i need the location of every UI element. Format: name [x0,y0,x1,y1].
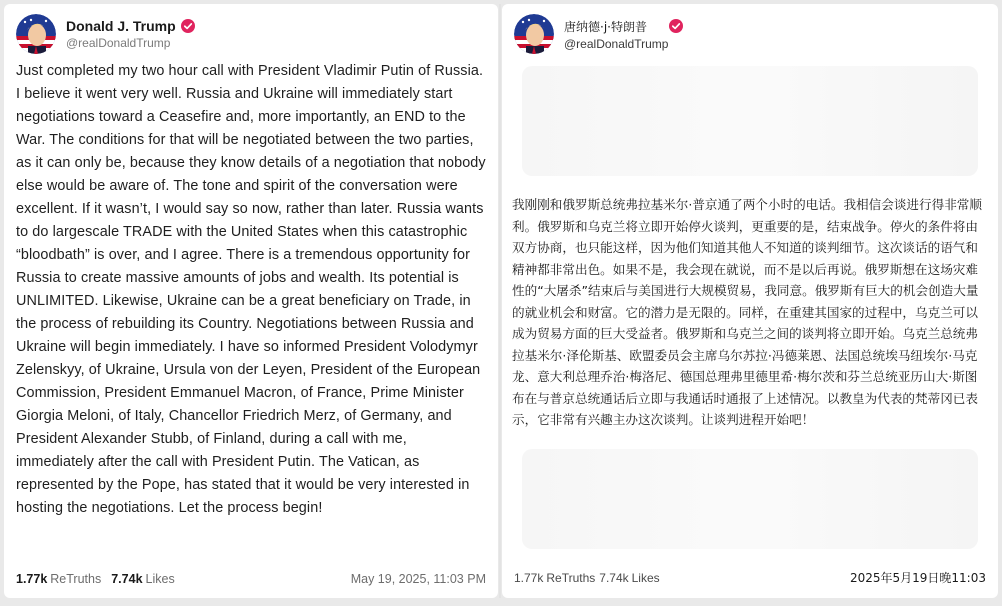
verified-badge-icon [181,19,195,33]
panel-divider [499,4,501,598]
likes-label[interactable]: Likes [145,572,175,586]
verified-badge-icon [669,19,683,33]
post-footer [514,569,986,586]
post-header [16,14,195,54]
avatar[interactable] [514,14,554,54]
display-name[interactable]: 唐纳德·j·特朗普 [564,19,647,34]
likes-label[interactable]: Likes [631,570,660,585]
handle[interactable]: @realDonaldTrump [564,36,669,51]
post-body-text: 我刚刚和俄罗斯总统弗拉基米尔·普京通了两个小时的电话。我相信会谈进行得非常顺利。俄罗斯和乌克兰将立即开始停火谈判，更重要的是，结束战争。停火的条件将由双方协商，也只能这样，因为他们知道其他人不知道的谈判细节。这次谈话的语气和精神都非常出色。如果不是，我会现在就说，而不是以后再说。俄罗斯想在这场灾难性的“大屠杀”结束后与美国进行大规模贸易，我同意。俄罗斯有巨大的机会创造大量的就业机会和财富。它的潜力是无限的。同样，在重建其国家的过程中，乌克兰可以成为贸易方面的巨大受益者。俄罗斯和乌克兰之间的谈判将立即开始。乌克兰总统弗拉基米尔·泽伦斯基、欧盟委员会主席乌尔苏拉·冯德莱恩、法国总统埃马纽埃尔·马克龙、意大利总理乔治·梅洛尼、德国总理弗里德里希·梅尔茨和芬兰总统亚历山大·斯图布在与普京总统通话后立即与我通话时通报了上述情况。以教皇为代表的梵蒂冈已表示，它非常有兴趣主办这次谈判。让谈判进程开始吧！ [512,197,982,427]
handle[interactable]: @realDonaldTrump [66,36,171,50]
post-body-text: Just completed my two hour call with President Vladimir Putin of Russia. I believe it went very well. Russia and Ukraine will immediately start negotiations toward a Ceasefire and, more importantly, an END to the War. The conditions for that will be negotiated between the two parties, as it can only be, because they know details of a negotiation that nobody else would be aware of. The tone and spirit of the conversation were excellent. If it wasn’t, I would say so now, rather than later. Russia wants to do largescale TRADE with the United States when this catastrophic “bloodbath” is over, and I agree. There is a tremendous opportunity for Russia to create massive amounts of jobs and wealth. Its potential is UNLIMITED. Likewise, Ukraine can be a great beneficiary on Trade, in the process of rebuilding its Country. Negotiations between Russia and Ukraine will begin immediately. I have so informed President Volodymyr Zelenskyy, of Ukraine, Ursula von der Leyen, President of the European Commission, President Emmanuel Macron, of France, Prime Minister Giorgia Meloni, of Italy, Chancellor Friedrich Merz, of Germany, and President Alexander Stubb, of Finland, during a call with me, immediately after the call with President Putin. The Vatican, as represented by the Pope, has stated that it would be very interested in hosting the negotiations. Let the process begin! [16,63,486,516]
retruths-label[interactable]: ReTruths [50,572,102,586]
post-footer [16,572,486,586]
retruths-label[interactable]: ReTruths [546,570,596,585]
display-name[interactable]: Donald J. Trump [66,18,176,34]
post-timestamp[interactable]: May 19, 2025, 11:03 PM [350,572,486,586]
engagement-stats [16,572,185,586]
avatar[interactable] [16,14,56,54]
engagement-stats [514,571,664,585]
post-timestamp[interactable]: 2025年5月19日晚11:03 [849,571,986,585]
chinese-post-card [502,4,998,598]
likes-count[interactable]: 7.74k [111,572,143,586]
post-header [514,14,683,54]
english-post-card [4,4,498,598]
retruths-count[interactable]: 1.77k [514,570,544,585]
likes-count[interactable]: 7.74k [599,570,629,585]
blurred-region [522,449,978,549]
blurred-region [522,66,978,176]
retruths-count[interactable]: 1.77k [16,572,48,586]
